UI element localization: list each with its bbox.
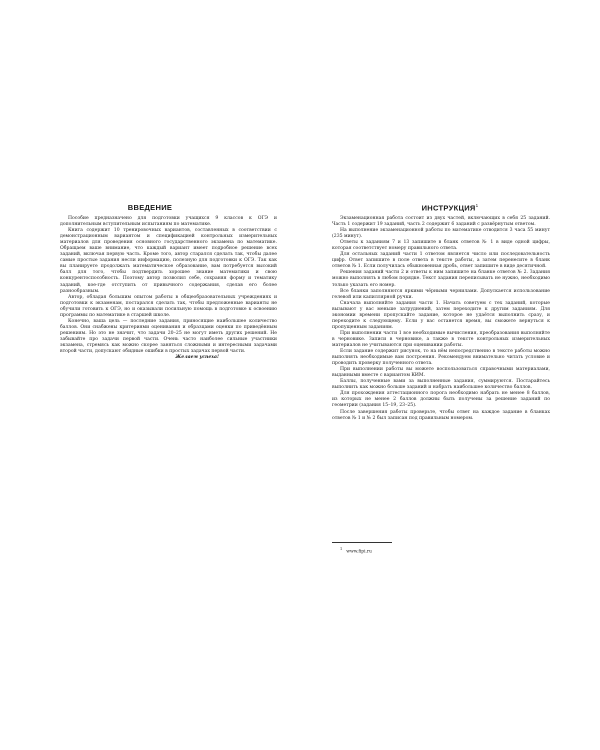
instruction-paragraph-12: Для прохождения аттестационного порога необходимо набрать не менее 8 баллов, из которых не менее 2 баллов должны быть получены за решение заданий по геометрии (задания 15–19, 23–25). [332, 391, 550, 409]
instruction-paragraph-10: При выполнении работы вы можете воспользоваться справочными материалами, выданными вместе с вариантом КИМ. [332, 367, 550, 379]
introduction-body [60, 216, 277, 361]
intro-paragraph-3: Автор, обладая большим опытом работы в общеобразовательных учреждениях и подготовки к экзаменам, постарался сделать так, чтобы предложенные варианты не обучили готовить к ОГЭ, но и оказывали посильную помощь в подготовке к освоению программы по математике в старшей школе. [60, 294, 277, 318]
intro-paragraph-4: Конечно, ваша цель — последние задания, приносящие наибольшее количество баллов. Они снабжены критериями оценивания и образцами оценки по приведённым решениям. Но это не значит, что задачи 20–25 не могут иметь других решений. Не забывайте про задачи первой части. Очень часто наиболее сильные участники экзамена, стремясь как можно скорее заняться сложными и интересными задачами второй части, допускают обидные ошибки в простых задачах первой части. [60, 318, 277, 355]
intro-paragraph-1: Пособие предназначено для подготовки учащихся 9 классов к ОГЭ и дополнительным вступительным испытаниям по математике. [60, 216, 277, 228]
instruction-paragraph-11: Баллы, полученные вами за выполненные задания, суммируются. Постарайтесь выполнить как можно больше заданий и набрать наибольшее количество баллов. [332, 379, 550, 391]
instruction-paragraph-7: Сначала выполняйте задания части 1. Начать советуем с тех заданий, которые вызывают у вас меньше затруднений, затем переходите к другим заданиям. Для экономии времени пропускайте задание, которое не удаётся выполнить сразу, и переходите к следующему. Если у вас останется время, вы сможете вернуться к пропущенным заданиям. [332, 300, 550, 330]
instruction-body [332, 216, 550, 422]
right-page [300, 0, 600, 750]
heading-footnote-mark: 1 [475, 203, 479, 208]
instruction-paragraph-4: Для остальных заданий части 1 ответом является число или последовательность цифр. Ответ запишите в поле ответа в тексте работы, а затем перенесите в бланк ответов № 1. Если получилась обыкновенная дробь, ответ запишите в виде десятичной. [332, 252, 550, 270]
instruction-paragraph-1: Экзаменационная работа состоит из двух частей, включающих в себя 25 заданий. Часть 1 содержит 19 заданий, часть 2 содержит 6 заданий с развёрнутым ответом. [332, 216, 550, 228]
instruction-paragraph-6: Все бланки заполняются яркими чёрными чернилами. Допускается использование гелевой или капиллярной ручки. [332, 288, 550, 300]
footnote-divider [332, 542, 392, 543]
instruction-heading [300, 203, 600, 213]
instruction-paragraph-13: После завершения работы проверьте, чтобы ответ на каждое задание в бланках ответов № 1 и № 2 был записан под правильным номером. [332, 409, 550, 421]
instruction-paragraph-8: При выполнении части 1 все необходимые вычисления, преобразования выполняйте в черновике. Записи в черновике, а также в тексте контрольных измерительных материалов не учитываются при оценивании работы. [332, 330, 550, 348]
instruction-heading-text: ИНСТРУКЦИЯ [421, 203, 476, 213]
introduction-heading: ВВЕДЕНИЕ [127, 203, 173, 212]
footnote [340, 546, 372, 555]
footnote-link[interactable]: www.fipi.ru [346, 549, 372, 555]
instruction-paragraph-2: На выполнение экзаменационной работы по математике отводится 3 часа 55 минут (235 минут). [332, 228, 550, 240]
intro-paragraph-2: Книга содержит 10 тренировочных вариантов, составленных в соответствии с демонстрационным вариантом и спецификацией контрольных измерительных материалов для проведения основного государственного экзамена по математике. Обращаем ваше внимание, что каждый вариант имеет подробное решение всех заданий, включая первую часть. Кроме того, автор старался сделать так, чтобы далее самые простые задания несли информацию, полезную для подготовки к ОГЭ. Так как вы планируете продолжать математическое образование, вам потребуется высокий балл для того, чтобы подтвердить хорошее знание математики и свою конкурентоспособность. Поэтому автор позволил себе, сохраняя форму и тематику заданий, кое-где отступить от привычного содержания, сделав его более разнообразным. [60, 228, 277, 294]
instruction-paragraph-9: Если задание содержит рисунок, то на нём непосредственно в тексте работы можно выполнять необходимые вам построения. Рекомендуем внимательно читать условие и проводить проверку полученного ответа. [332, 349, 550, 367]
instruction-paragraph-3: Ответы к заданиям 7 и 13 запишите в бланк ответов № 1 в виде одной цифры, которая соответствует номеру правильного ответа. [332, 240, 550, 252]
good-luck-wish: Желаем успеха! [175, 355, 219, 361]
instruction-paragraph-5: Решения заданий части 2 и ответы к ним запишите на бланке ответов № 2. Задания можно выполнять в любом порядке. Текст задания переписывать не нужно, необходимо только указать его номер. [332, 270, 550, 288]
footnote-mark: 1 [340, 547, 343, 551]
